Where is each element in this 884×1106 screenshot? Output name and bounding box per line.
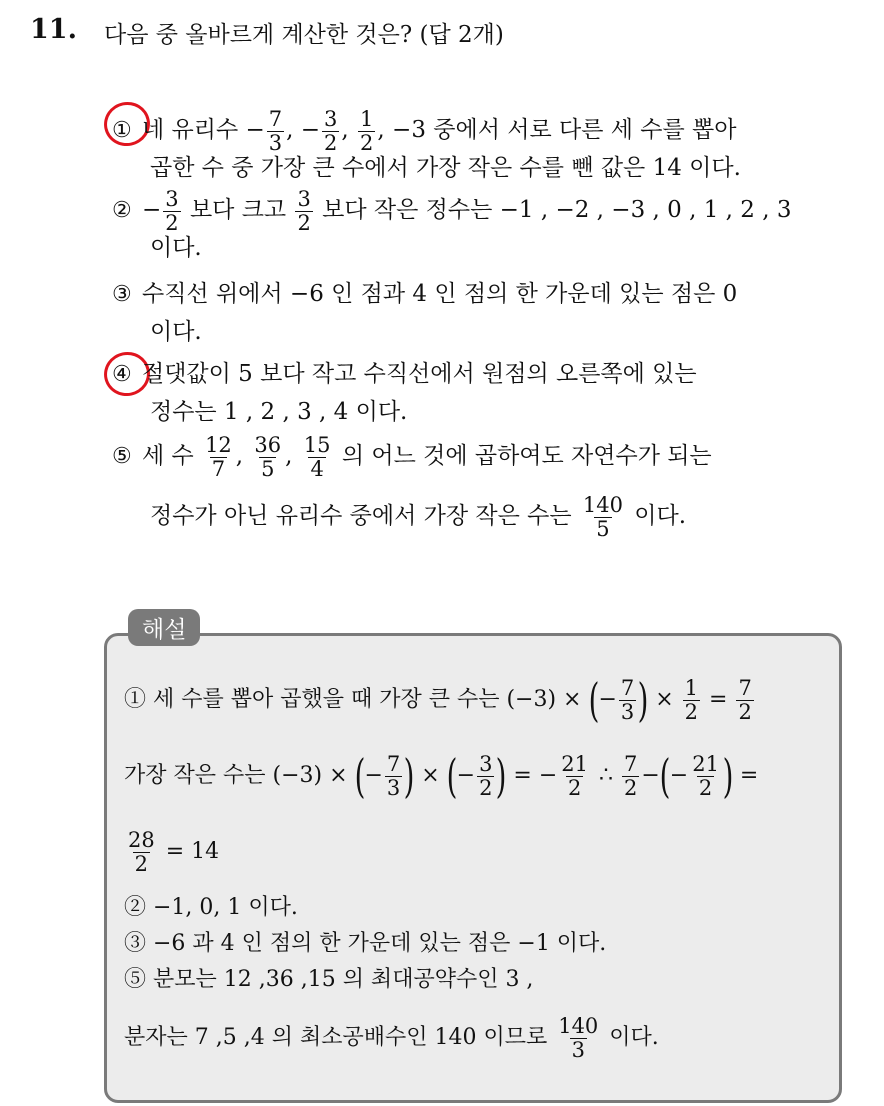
question-number: 11.: [30, 14, 77, 45]
option-5-marker: ⑤: [112, 444, 132, 469]
option-1-text-c: ,: [341, 117, 349, 143]
option-2-text-b: 보다 크고: [189, 197, 287, 223]
question-text: 다음 중 올바르게 계산한 것은? (답 2개): [104, 22, 504, 48]
option-1[interactable]: [112, 106, 736, 154]
option-1-fraction-1: $\frac{7}{3}$: [268, 106, 283, 155]
option-3[interactable]: [112, 276, 737, 312]
option-3-marker: ③: [112, 282, 132, 307]
option-4[interactable]: [112, 356, 697, 392]
solution-line-1: ① 세 수를 뽑아 곱했을 때 가장 큰 수는 (−3) × (− $\frac{7}{3}$ ) × $\frac{1}{2}$ = $\frac{7}{2}$: [124, 673, 752, 727]
option-2-line-2: 이다.: [150, 235, 202, 261]
option-3-text: 수직선 위에서 −6 인 점과 4 인 점의 한 가운데 있는 점은 0: [142, 281, 738, 307]
option-2-marker: ②: [112, 198, 132, 223]
option-5-fraction-2: $\frac{36}{5}$: [254, 432, 282, 481]
option-2-fraction-1: $\frac{3}{2}$: [165, 186, 179, 235]
option-5[interactable]: [112, 432, 712, 480]
solution-line-3: $\frac{28}{2}$ = 14: [128, 827, 220, 876]
option-5-text-d: 의 어느 것에 곱하여도 자연수가 되는: [341, 443, 712, 469]
option-2-text-c: 보다 작은 정수는 −1 , −2 , −3 , 0 , 1 , 2 , 3: [322, 197, 792, 223]
option-1-line-2: 곱한 수 중 가장 큰 수에서 가장 작은 수를 뺀 값은 14 이다.: [150, 155, 741, 181]
option-2-text-a: −: [142, 197, 162, 223]
solution-line-6: ⑤ 분모는 12 ,36 ,15 의 최대공약수인 3 ,: [124, 967, 534, 992]
option-5-text-a: 세 수: [142, 443, 194, 469]
option-1-text-d: , −3 중에서 서로 다른 세 수를 뽑아: [377, 117, 737, 143]
solution-tag: 해설: [128, 609, 200, 646]
option-5-text-f: 이다.: [634, 503, 687, 529]
option-4-marker: ④: [112, 362, 132, 387]
solution-line-2: 가장 작은 수는 (−3) × (− $\frac{7}{3}$ ) × (− $\frac{3}{2}$ ) = − $\frac{21}{2}$ ∴ $\frac{7}{2}$ −(− $\frac{21}{2}$ ) =: [124, 749, 759, 803]
solution-line-4: ② −1, 0, 1 이다.: [124, 895, 298, 920]
option-4-line-2: 정수는 1 , 2 , 3 , 4 이다.: [150, 399, 408, 425]
option-5-text-c: ,: [285, 443, 293, 469]
option-1-fraction-2: $\frac{3}{2}$: [324, 106, 338, 155]
option-2[interactable]: [112, 186, 791, 234]
option-5-text-e: 정수가 아닌 유리수 중에서 가장 작은 수는: [150, 503, 572, 529]
option-5-fraction-1: $\frac{12}{7}$: [205, 432, 232, 481]
solution-line-5: ③ −6 과 4 인 점의 한 가운데 있는 점은 −1 이다.: [124, 931, 607, 956]
option-1-fraction-3: $\frac{1}{2}$: [360, 106, 374, 155]
option-5-fraction-4: $\frac{140}{5}$: [582, 492, 623, 541]
option-4-text: 절댓값이 5 보다 작고 수직선에서 원점의 오른쪽에 있는: [142, 361, 697, 387]
option-5-fraction-3: $\frac{15}{4}$: [303, 432, 331, 481]
solution-line-7: 분자는 7 ,5 ,4 의 최소공배수인 140 이므로 $\frac{140}{3}$ 이다.: [124, 1013, 659, 1062]
option-1-text-b: , −: [286, 117, 321, 143]
option-1-marker: ①: [112, 118, 132, 143]
option-1-text-a: 네 유리수 −: [142, 117, 265, 143]
option-3-line-2: 이다.: [150, 319, 202, 345]
option-5-line-2: [150, 490, 686, 542]
option-2-fraction-2: $\frac{3}{2}$: [297, 186, 311, 235]
option-5-text-b: ,: [235, 443, 244, 469]
